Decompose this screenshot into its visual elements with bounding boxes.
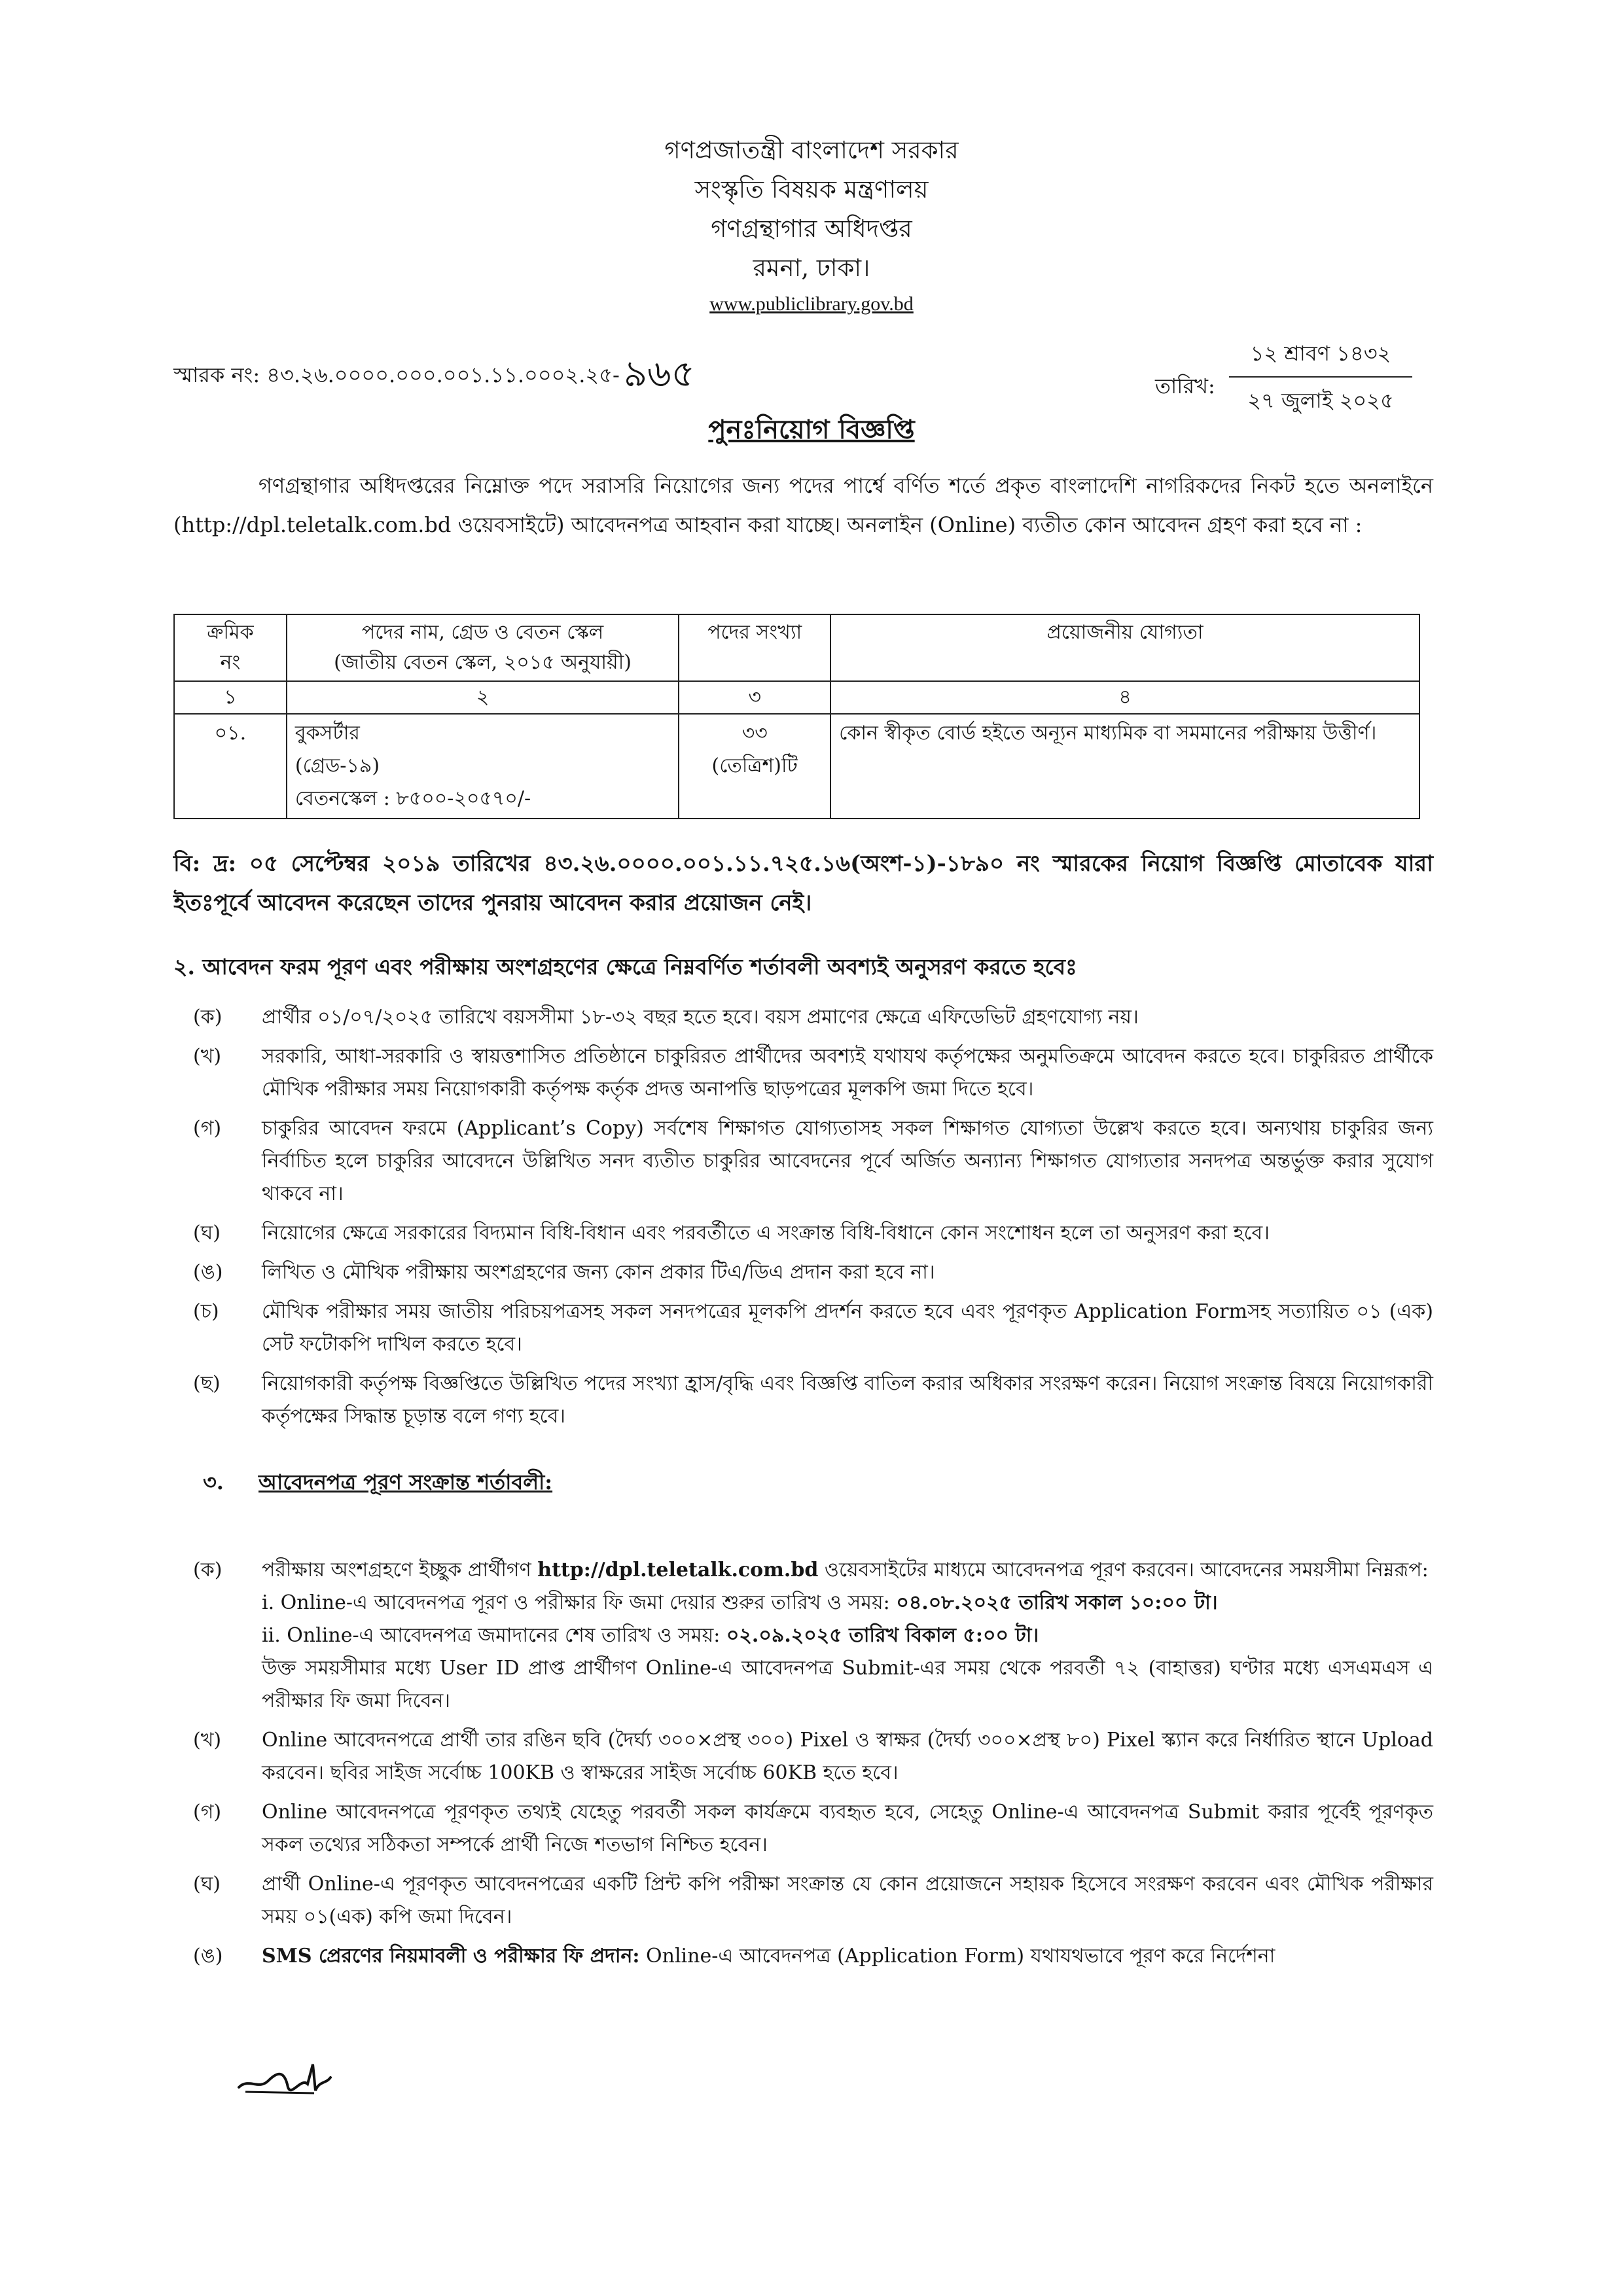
item-label: (ঘ) [193, 1873, 221, 1896]
section-2-heading: ২. আবেদন ফরম পূরণ এবং পরীক্ষায় অংশগ্রহণের ক্ষেত্রে নিম্নবর্ণিত শর্তাবলী অবশ্যই অনুসরণ করতে হবেঃ [173, 954, 1077, 980]
date-english: ২৭ জুলাই ২০২৫ [1247, 388, 1394, 413]
row-post [287, 714, 679, 819]
section-3-title: আবেদনপত্র পূরণ সংক্রান্ত শর্তাবলী: [259, 1470, 553, 1494]
date-block [1229, 337, 1412, 419]
item-text: পরীক্ষায় অংশগ্রহণে ইচ্ছুক প্রার্থীগণ http://dpl.teletalk.com.bd ওয়েবসাইটের মাধ্যমে আবেদনপত্র পূরণ করবেন। আবেদনের সময়সীমা নিম্নরূপ: [262, 1559, 1429, 1581]
list-item [173, 1554, 1433, 1718]
header-serial: ক্রমিক নং [174, 614, 287, 681]
table-index-row [174, 681, 1419, 714]
signature [236, 2051, 334, 2106]
section-2-list [173, 1001, 1433, 1433]
sms-heading: SMS প্রেরণের নিয়মাবলী ও পরীক্ষার ফি প্রদান: [262, 1945, 640, 1968]
memo-handwritten-number: ৯৬৫ [623, 353, 695, 395]
signature-scribble [236, 2051, 334, 2104]
item-text: Online আবেদনপত্রে প্রার্থী তার রঙিন ছবি (দৈর্ঘ্য ৩০০×প্রস্থ ৩০০) Pixel ও স্বাক্ষর (দৈর্ঘ্য ৩০০×প্রস্থ ৮০) Pixel স্ক্যান করে নির্ধারিত স্থানে Upload করবেন। ছবির সাইজ সর্বোচ্চ 100KB ও স্বাক্ষরের সাইজ সর্বোচ্চ 60KB হতে হবে। [262, 1729, 1433, 1784]
item-text: সরকারি, আধা-সরকারি ও স্বায়ত্তশাসিত প্রতিষ্ঠানে চাকুরিরত প্রার্থীদের অবশ্যই যথাযথ কর্তৃপক্ষের অনুমতিক্রমে আবেদন করতে হবে। চাকুরিরত প্রার্থীকে মৌখিক পরীক্ষার সময় নিয়োগকারী কর্তৃপক্ষ কর্তৃক প্রদত্ত অনাপত্তি ছাড়পত্রের মূলকপি জমা দিতে হবে। [262, 1045, 1433, 1101]
item-label: (ঘ) [193, 1222, 221, 1245]
item-text: নিয়োগকারী কর্তৃপক্ষ বিজ্ঞপ্তিতে উল্লিখিত পদের সংখ্যা হ্রাস/বৃদ্ধি এবং বিজ্ঞপ্তি বাতিল করার অধিকার সংরক্ষণ করেন। নিয়োগ সংক্রান্ত বিষয়ে নিয়োগকারী কর্তৃপক্ষের সিদ্ধান্ত চূড়ান্ত বলে গণ্য হবে। [262, 1372, 1433, 1428]
table-header-row [174, 614, 1419, 681]
date-label: তারিখ: [1155, 374, 1215, 398]
post-name: বুকসর্টার [294, 722, 360, 745]
index-cell: ৩ [679, 681, 830, 714]
item-text: নিয়োগের ক্ষেত্রে সরকারের বিদ্যমান বিধি-বিধান এবং পরবর্তীতে এ সংক্রান্ত বিধি-বিধানে কোন সংশোধন হলে তা অনুসরণ করা হবে। [262, 1222, 1270, 1245]
table-row [174, 714, 1419, 819]
special-note: বি: দ্র: ০৫ সেপ্টেম্বর ২০১৯ তারিখের ৪৩.২৬.০০০০.০০১.১১.৭২৫.১৬(অংশ-১)-১৮৯০ নং স্মারকের নিয়োগ বিজ্ঞপ্তি মোতাবেক যারা ইতঃপূর্বে আবেদন করেছেন তাদের পুনরায় আবেদন করার প্রয়োজন নেই। [173, 851, 1433, 916]
fee-note: উক্ত সময়সীমার মধ্যে User ID প্রাপ্ত প্রার্থীগণ Online-এ আবেদনপত্র Submit-এর সময় থেকে পরবর্তী ৭২ (বাহাত্তর) ঘণ্টার মধ্যে এসএমএস এ পরীক্ষার ফি জমা দিবেন। [262, 1657, 1433, 1712]
item-label: (খ) [193, 1729, 222, 1752]
memo-label: স্মারক নং: ৪৩.২৬.০০০০.০০০.০০১.১১.০০০২.২৫- [173, 362, 620, 387]
item-label: (ঙ) [193, 1261, 223, 1284]
item-text: মৌখিক পরীক্ষার সময় জাতীয় পরিচয়পত্রসহ সকল সনদপত্রের মূলকপি প্রদর্শন করতে হবে এবং পূরণকৃত Application Formসহ সত্যায়িত ০১ (এক) সেট ফটোকপি দাখিল করতে হবে। [262, 1300, 1433, 1356]
list-item [173, 1724, 1433, 1790]
section-3-number: ৩. [203, 1470, 224, 1494]
count-number: ৩৩ [741, 722, 768, 745]
address: রমনা, ঢাকা। [753, 254, 870, 282]
item-label: (গ) [193, 1117, 222, 1140]
row-qualification: কোন স্বীকৃত বোর্ড হইতে অন্যূন মাধ্যমিক বা সমমানের পরীক্ষায় উত্তীর্ণ। [830, 714, 1419, 819]
letterhead [0, 131, 1623, 321]
item-text: Online-এ আবেদনপত্র (Application Form) যথাযথভাবে পূরণ করে নির্দেশনা [646, 1945, 1275, 1968]
department-name: গণগ্রন্থাগার অধিদপ্তর [711, 215, 912, 243]
post-pay-scale: বেতনস্কেল : ৮৫০০-২০৫৭০/- [294, 787, 531, 810]
list-item [173, 1940, 1433, 1973]
item-text: চাকুরির আবেদন ফরমে (Applicant’s Copy) সর্বশেষ শিক্ষাগত যোগ্যতাসহ সকল শিক্ষাগত যোগ্যতা উল্লেখ করতে হবে। অন্যথায় চাকুরির জন্য নির্বাচিত হলে চাকুরির আবেদনে উল্লিখিত সনদ ব্যতীত চাকুরির আবেদনের পূর্বে অর্জিত অন্যান্য শিক্ষাগত যোগ্যতার সনদপত্র অন্তর্ভুক্ত করার সুযোগ থাকবে না। [262, 1117, 1433, 1205]
list-item [173, 1217, 1433, 1250]
item-label: (ক) [193, 1559, 223, 1581]
list-item [173, 1868, 1433, 1934]
header-post: পদের নাম, গ্রেড ও বেতন স্কেল (জাতীয় বেতন স্কেল, ২০১৫ অনুযায়ী) [287, 614, 679, 681]
item-text: প্রার্থীর ০১/০৭/২০২৫ তারিখে বয়সসীমা ১৮-৩২ বছর হতে হবে। বয়স প্রমাণের ক্ষেত্রে এফিডেভিট গ্রহণযোগ্য নয়। [262, 1006, 1139, 1029]
item-label: (খ) [193, 1045, 222, 1068]
notice-title [0, 409, 1623, 453]
end-date-line: ii. Online-এ আবেদনপত্র জমাদানের শেষ তারিখ ও সময়: ০২.০৯.২০২৫ তারিখ বিকাল ৫:০০ টা। [262, 1624, 1039, 1647]
website-link[interactable]: www.publiclibrary.gov.bd [709, 293, 914, 315]
list-item [173, 1040, 1433, 1106]
item-label: (ছ) [193, 1372, 221, 1395]
index-cell: ২ [287, 681, 679, 714]
section-3-list [173, 1554, 1433, 1973]
list-item [173, 1256, 1433, 1289]
start-date-line: i. Online-এ আবেদনপত্র পূরণ ও পরীক্ষার ফি জমা দেয়ার শুরুর তারিখ ও সময়: ০৪.০৮.২০২৫ তারিখ সকাল ১০:০০ টা। [262, 1591, 1218, 1614]
item-label: (ঙ) [193, 1945, 223, 1968]
post-grade: (গ্রেড-১৯) [294, 754, 380, 777]
row-serial: ০১. [174, 714, 287, 819]
government-name: গণপ্রজাতন্ত্রী বাংলাদেশ সরকার [664, 136, 959, 164]
item-text: লিখিত ও মৌখিক পরীক্ষায় অংশগ্রহণের জন্য কোন প্রকার টিএ/ডিএ প্রদান করা হবে না। [262, 1261, 935, 1284]
list-item [173, 1796, 1433, 1862]
item-label: (চ) [193, 1300, 219, 1323]
memo-number [173, 345, 695, 407]
item-label: (গ) [193, 1801, 222, 1824]
item-text: Online আবেদনপত্রে পূরণকৃত তথ্যই যেহেতু পরবর্তী সকল কার্যক্রমে ব্যবহৃত হবে, সেহেতু Online-এ আবেদনপত্র Submit করার পূর্বেই পূরণকৃত সকল তথ্যের সঠিকতা সম্পর্কে প্রার্থী নিজে শতভাগ নিশ্চিত হবেন। [262, 1801, 1433, 1856]
item-label: (ক) [193, 1006, 223, 1029]
date-bangla: ১২ শ্রাবণ ১৪৩২ [1229, 337, 1412, 378]
section-3-heading [203, 1466, 552, 1501]
index-cell: ৪ [830, 681, 1419, 714]
count-words: (তেত্রিশ)টি [711, 754, 798, 777]
posts-table [173, 614, 1420, 819]
list-item [173, 1296, 1433, 1361]
index-cell: ১ [174, 681, 287, 714]
header-count: পদের সংখ্যা [679, 614, 830, 681]
intro-paragraph: গণগ্রন্থাগার অধিদপ্তরের নিম্নোক্ত পদে সরাসরি নিয়োগের জন্য পদের পার্শ্বে বর্ণিত শর্তে প্রকৃত বাংলাদেশি নাগরিকদের নিকট হতে অনলাইনে (http://dpl.teletalk.com.bd ওয়েবসাইটে) আবেদনপত্র আহবান করা যাচ্ছে। অনলাইন (Online) ব্যতীত কোন আবেদন গ্রহণ করা হবে না : [173, 473, 1433, 537]
ministry-name: সংস্কৃতি বিষয়ক মন্ত্রণালয় [694, 175, 929, 203]
list-item [173, 1112, 1433, 1210]
list-item [173, 1001, 1433, 1034]
row-count [679, 714, 830, 819]
list-item [173, 1368, 1433, 1433]
application-url[interactable]: http://dpl.teletalk.com.bd [537, 1559, 819, 1581]
item-text: প্রার্থী Online-এ পূরণকৃত আবেদনপত্রের একটি প্রিন্ট কপি পরীক্ষা সংক্রান্ত যে কোন প্রয়োজনে সহায়ক হিসেবে সংরক্ষণ করবেন এবং মৌখিক পরীক্ষার সময় ০১(এক) কপি জমা দিবেন। [262, 1873, 1433, 1928]
notice-title-text: পুনঃনিয়োগ বিজ্ঞপ্তি [708, 414, 915, 445]
header-qualification: প্রয়োজনীয় যোগ্যতা [830, 614, 1419, 681]
